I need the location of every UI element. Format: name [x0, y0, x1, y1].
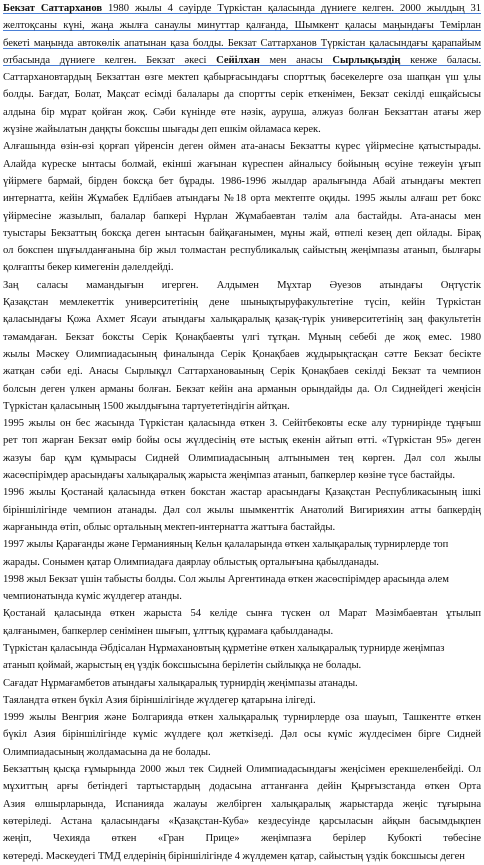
text-line: Қостанай қаласында өткен жарыста 54 келіде сынға түскен ол Марат Мәзімбаевтан ұтылып [3, 608, 481, 620]
text-run: мен анасы [259, 54, 333, 66]
text-run: 1980 жылы 4 сәуірде Түркістан қаласында дүниеге келген. 2000 жылдың 31 [102, 3, 481, 14]
text-line: туыстары Бекзаттың боксқа деген ынтасын байқағанымен, мұны жай, өтпелі кезең деп ойлады. Бірақ [3, 227, 481, 239]
text-line: Олимпиадасының жолдамасына да не болады. [3, 746, 211, 758]
text-line: жазуы бар құм құмырасы Сидней Олимпиадасының алтынымен тең көрген. Дәл сол жылы [3, 452, 481, 464]
text-line: Азия өлшырларында, Испанияда жалауы желбірген халықаралық жарыстарда жеңіс тұғырына [3, 798, 481, 810]
bold-name: Бекзат Саттарханов [3, 3, 103, 14]
text-line: жатқан сәби еді. Анасы Сырлықұл Саттархановаының Серік Қонақбаев секілді Бекзат та чемпион [3, 366, 481, 378]
text-line: жарғанында өтіп, облыс ортальның мектеп-интернатта жаттыға бастайды. [3, 521, 336, 533]
text-line: жасөспірімдер арасындағы халықаралық жарыста жеңімпаз атанып, бапкерлер көзіне түсе бастайды. [3, 470, 455, 482]
text-line: үйірмесіне жазылып, балалар бапкері Нұрлан Жұмабаевтан тәлім ала бастайды. Ата-анасы мен [3, 210, 481, 222]
text-line: Сағадат Нұрмағамбетов атындағы халықаралық турнирдің жеңімпазы атанады. [3, 677, 358, 689]
text-line: Алғашында өзін-өзі қорғап үйренсін деген оймен ата-анасы Бекзатты күрес үйірмесіне қатыстырады. [3, 141, 481, 153]
text-line: жеңіп, Чехияда өткен «Гран Прице» жеңімпазға берілер Кубокті төбесіне [3, 833, 481, 845]
text-line: бүкіл Азия біріншілігінде күміс жүлдеге қол жеткізеді. Дәл осы күміс жүлдесімен бірге Сидней [3, 729, 481, 741]
text-line: болсын деген үлкен арманы болған. Бекзат кейін ана арманын орындайды да. Ол Сиднейдегі жеңісін [3, 383, 481, 395]
text-line: мұхиттың арғы бетіндегі тартыстардың додасына аттанғанға дейін Қырғызстанда өткен Орта [3, 781, 481, 793]
text-line: 1998 жыл Бекзат үшін табысты болды. Сол жылы Аргентинада өткен жасөспірімдер арасында әлем [3, 573, 449, 585]
text-line: қалғанымен, бапкерлер сенімінен шығып, ұлттық құрамаға қабылданады. [3, 625, 334, 637]
text-line: көтеріледі. Астана қаласындағы «Қазақстан-Куба» кездесуінде қарсыласын айқын басымдықпен [3, 815, 481, 827]
text-line: желтоқсаны күні, жаңа жылға санаулы минуттар қалғанда, Шымкент қаласы маңындағы Темірлан [3, 20, 481, 32]
text-line: қолғапты бекер кимегенін дәлелдейді. [3, 262, 174, 274]
text-line: бекеті маңында автокөлік апатынан қаза болды. Бекзат Саттарханов Түркістан қаласындағы қарапайым [3, 37, 481, 49]
text-run: кенже баласы. [400, 54, 482, 66]
text-line: Түркістан қаласының 1500 жылдығына тартуететіндігін айтқан. [3, 400, 290, 412]
text-line: Қазақстан мемлекеттік университетінің дене шынықтыруфакультетіне түсіп, кейін Түркістан [3, 297, 481, 309]
text-line: Алайда күреске ынтасы болмай, екінші жағынан күреспен айналысу бойының өсуіне тежеуін ұғып [3, 158, 481, 170]
text-line: Бекзаттың қысқа ғұмырында 2000 жыл тек Сидней Олимпиадасындағы жеңісімен ерекшеленбейді. Ол [3, 764, 481, 776]
text-line: болды. Бағдат, Болат, Мақсат есімді балалары да спортты серік еткенімен, Бекзат секілді ешқайсысы [3, 89, 481, 101]
text-line: біріншілігінде чемпион атанады. Дәл сол жылы шымкенттік Анатолий Вигирияхин атты бапкердің [3, 504, 481, 516]
text-line: Заң салаcы мамандығын игерген. Алдымен Мұхтар Әуезов атындағы Оңтүстік [3, 279, 481, 291]
bold-name: Сырлықыздің [332, 54, 401, 66]
text-line: ол бокспен шұғылданғанына бір жыл толмастан республикалық сайыстың жеңімпазы атанып, былғары [3, 245, 481, 257]
text-line: қаласындағы Қожа Ахмет Ясауи атындағы халықаралық қазақ-түрік университетінің заң факультетін [3, 314, 481, 326]
text-run: отбасында дүниеге келген. Бекзат әкесі [3, 54, 217, 66]
text-line: жылы Мәскеу Олимпиадасының финалында Серік Қонақбаев жұдырықтасқан сәтте Бекзат бесікте [3, 348, 481, 360]
text-line: 1999 жылы Венгрия және Болгарияда өткен халықаралық турнирлерде оза шауып, Ташкентте өткен [3, 712, 481, 724]
text-line: интернатта, кейін Жұмабек Едлібаев атындағы №18 орта мектепте оқиды. 1995 жылы алғаш рет бокс [3, 193, 481, 205]
text-line: чемпионатында күміс жүлдегер атанды. [3, 591, 182, 603]
text-line [3, 0, 481, 17]
bold-name: Сейілхан [216, 54, 260, 66]
text-line: Түркістан қаласында Әбдісалан Нұрмахановтың құрметіне өткен халықаралық турнирде жеңімпаз [3, 642, 445, 654]
text-line: тәмамдаған. Бекзат боксты Серік Қонақбаевты үлгі тұтқан. Мұның себебі де жоқ емес. 1980 [3, 331, 481, 343]
text-line: жүзіне жайылатын даңқты боксшы шығады деп ешкім ойламаса керек. [3, 124, 321, 136]
text-line: көтереді. Мәскеудегі ТМД елдерінің біріншілігінде 4 жүлдемен қатар, сайыстың үздік боксшысы деген [3, 850, 465, 862]
text-line: Таяландта өткен бүкіл Азия біріншілігінде жүлдегер қатарына ілігеді. [3, 694, 316, 706]
text-line: 1995 жылы он бес жасында Түркістан қаласында өткен З. Сейітбековты еске алу турнирінде тұңғыш [3, 418, 481, 430]
text-line: Саттархановтардың Бекзаттан өзге мектеп қабырғасындағы спорттық бәсекелерге оза шапқан үш ұлы [3, 72, 481, 84]
text-line: үйірмеге бармай, бірден боксқа бет бұрады. 1986-1996 жылдар аралығында Абай атындағы мектеп [3, 175, 481, 187]
text-line: алдына бір мұрат қойған жоқ. Сәби күнінде өте нәзік, ауруша, әлжуаз болған Бекзаттан атағы жер [3, 106, 481, 118]
text-line: 1997 жылы Қарағанды және Германияның Кельн қалаларында өткен халықаралық турнирлерде топ [3, 539, 449, 551]
text-line: атанып қоймай, жарыстың ең үздік боксшысына берілетін сыйлыққа не болады. [3, 660, 362, 672]
text-line: 1996 жылы Қостанай қаласында өткен бокстан жастар арасындағы Қазақстан Республикасының ішкі [3, 487, 481, 499]
text-line [3, 52, 481, 69]
text-line: жарады. Сонымен қатар Олимпиадаға даярлау облыстық орталығына қабылданады. [3, 556, 379, 568]
text-line: рет топ жарған Бекзат өмір бойы осы жүлдесінің өте ыстық екенін айтып өтті. «Түркістан 95» деген [3, 435, 481, 447]
